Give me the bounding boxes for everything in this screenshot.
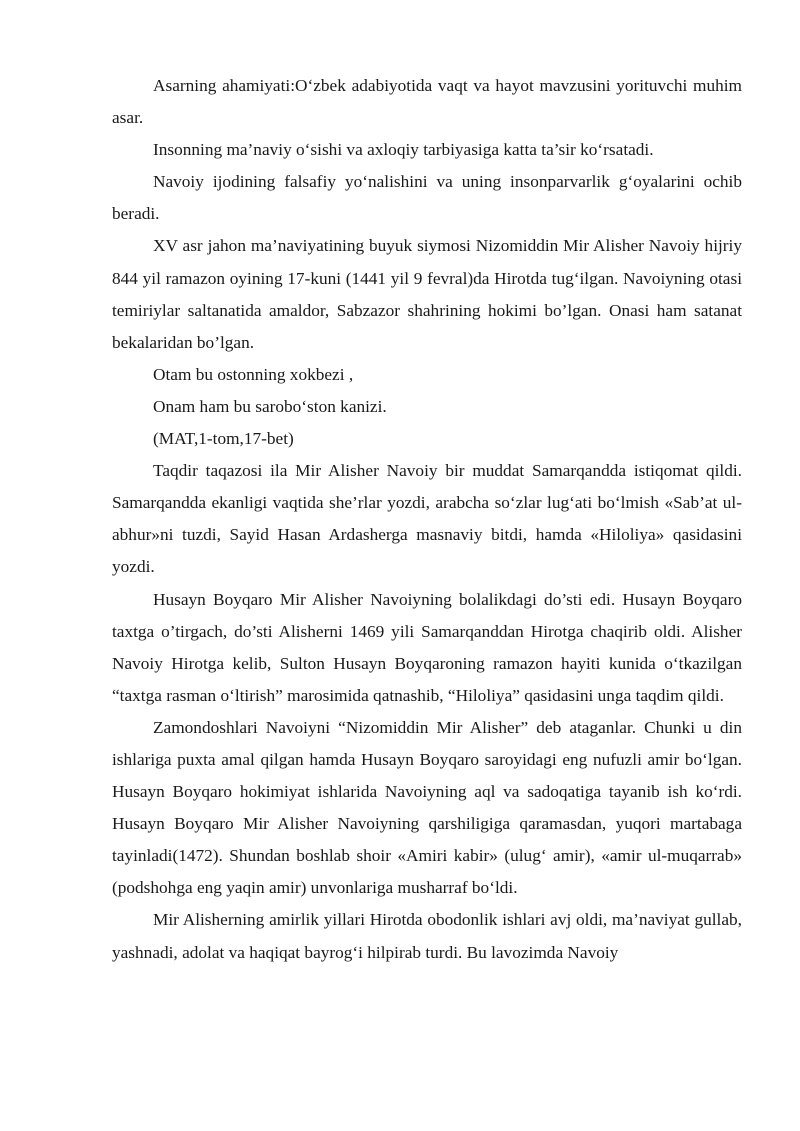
paragraph-contemporaries: Zamondoshlari Navoiyni “Nizomiddin Mir Alisher” deb ataganlar. Chunki u din ishlariga puxta amal qilgan hamda Husayn Boyqaro saroyidagi eng nufuzli amir bo‘lgan. Husayn Boyqaro hokimiyat ishlarida Navoiyning aql va sadoqatiga tayanib ish ko‘rdi. Husayn Boyqaro Mir Alisher Navoiyning qarshiligiga qaramasdan, yuqori martabaga tayinladi(1472). Shundan boshlab shoir «Amiri kabir» (ulug‘ amir), «amir ul-muqarrab» (podshohga eng yaqin amir) unvonlariga musharraf bo‘ldi. bbox=[112, 717, 742, 898]
paragraph-samarkand: Taqdir taqazosi ila Mir Alisher Navoiy bir muddat Samarqandda istiqomat qildi. Samarqandda ekanligi vaqtida she’rlar yozdi, arabcha so‘zlar lug‘ati bo‘lmish «Sab’at ul-abhur»ni tuzdi, Sayid Hasan Ardasherga masnaviy bitdi, hamda «Hiloliya» qasidasini yozdi. bbox=[112, 461, 742, 577]
paragraph-moral-growth: Insonning ma’naviy o‘sishi va axloqiy tarbiyasiga katta ta’sir ko‘rsatadi. bbox=[153, 140, 654, 160]
verse-citation: (MAT,1-tom,17-bet) bbox=[153, 429, 294, 449]
document-page bbox=[112, 70, 742, 969]
paragraph-philosophy: Navoiy ijodining falsafiy yo‘nalishini va uning insonparvarlik g‘oyalarini ochib beradi. bbox=[112, 172, 742, 224]
paragraph-significance: Asarning ahamiyati:O‘zbek adabiyotida vaqt va hayot mavzusini yorituvchi muhim asar. bbox=[112, 76, 742, 128]
verse-line-1: Otam bu ostonning xokbezi , bbox=[153, 364, 354, 384]
paragraph-biography-birth: XV asr jahon ma’naviyatining buyuk siymosi Nizomiddin Mir Alisher Navoiy hijriy 844 yil ramazon oyining 17-kuni (1441 yil 9 fevral)da Hirotda tug‘ilgan. Navoiyning otasi temiriylar saltanatida amaldor, Sabzazor shahrining hokimi bo’lgan. Onasi ham satanat bekalaridan bo’lgan. bbox=[112, 236, 742, 352]
paragraph-husayn-boyqaro: Husayn Boyqaro Mir Alisher Navoiyning bolalikdagi do’sti edi. Husayn Boyqaro taxtga o’tirgach, do’sti Alisherni 1469 yili Samarqanddan Hirotga chaqirib oldi. Alisher Navoiy Hirotga kelib, Sulton Husayn Boyqaroning ramazon hayiti kunida o‘tkazilgan “taxtga rasman o‘ltirish” marosimida qatnashib, “Hiloliya” qasidasini unga taqdim qildi. bbox=[112, 589, 742, 705]
verse-line-2: Onam ham bu sarobo‘ston kanizi. bbox=[153, 396, 387, 416]
paragraph-amir-years: Mir Alisherning amirlik yillari Hirotda obodonlik ishlari avj oldi, ma’naviyat gullab, yashnadi, adolat va haqiqat bayrog‘i hilpirab turdi. Bu lavozimda Navoiy bbox=[112, 910, 742, 962]
